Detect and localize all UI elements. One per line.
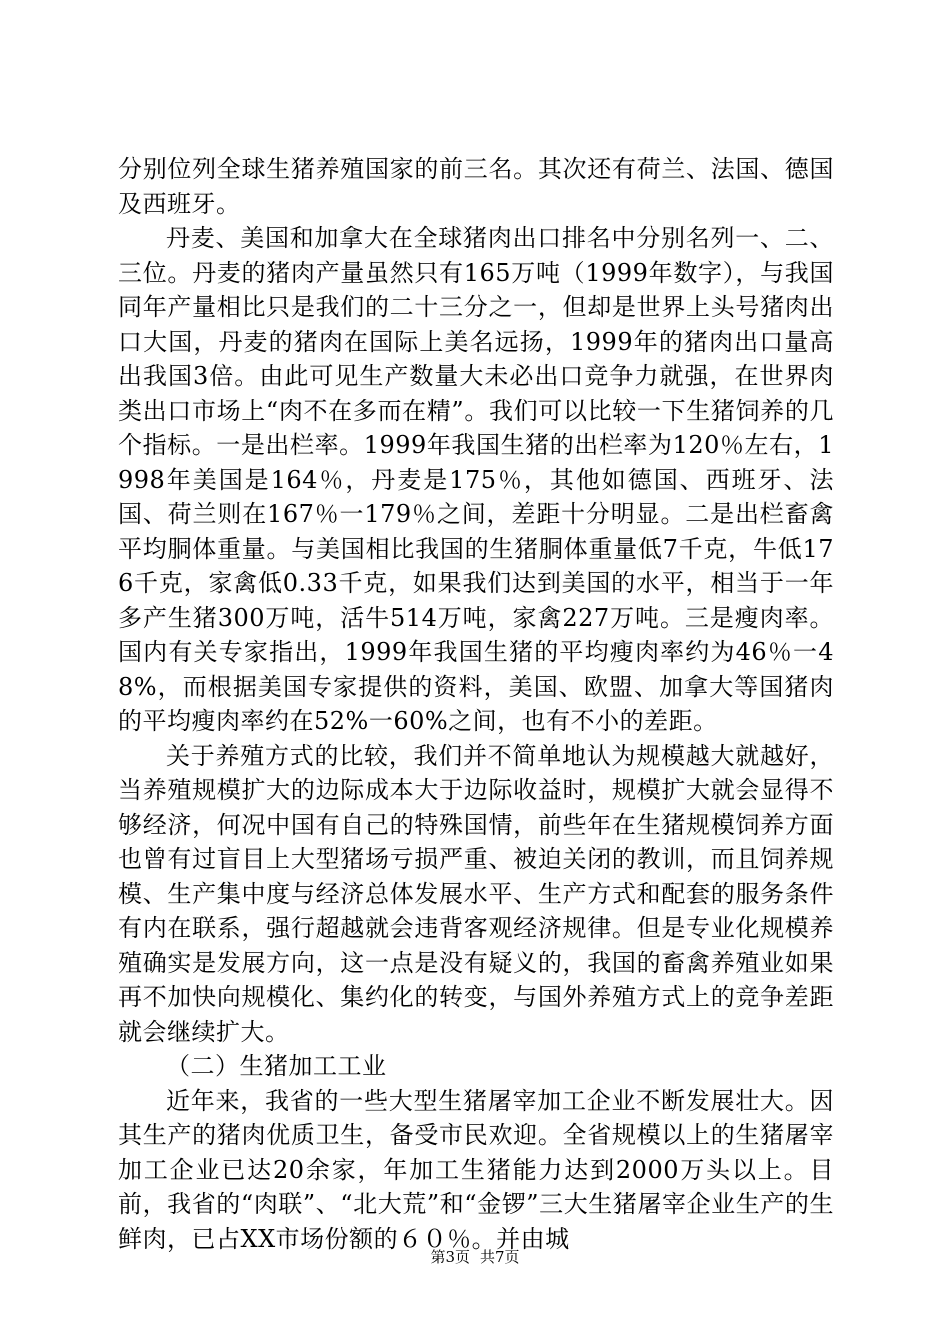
page-footer — [0, 1246, 950, 1267]
paragraph-processing: 近年来，我省的一些大型生猪屠宰加工企业不断发展壮大。因其生产的猪肉优质卫生，备受市民欢迎。全省规模以上的生猪屠宰加工企业已达20余家，年加工生猪能力达到2000万头以上。目前，我省的“肉联”、“北大荒”和“金锣”三大生猪屠宰企业生产的生鲜肉，已占XX市场份额的６０％。并由城 — [118, 1086, 834, 1253]
paragraph-farming-methods: 关于养殖方式的比较，我们并不简单地认为规模越大就越好，当养殖规模扩大的边际成本大于边际收益时，规模扩大就会显得不够经济，何况中国有自己的特殊国情，前些年在生猪规模饲养方面也曾有过盲目上大型猪场亏损严重、被迫关闭的教训，而且饲养规模、生产集中度与经济总体发展水平、生产方式和配套的服务条件有内在联系，强行超越就会违背客观经济规律。但是专业化规模养殖确实是发展方向，这一点是没有疑义的，我国的畜禽养殖业如果再不加快向规模化、集约化的转变，与国外养殖方式上的竞争差距就会继续扩大。 — [118, 741, 834, 1046]
section-heading: （二）生猪加工工业 — [166, 1052, 387, 1080]
page-total: 共7页 — [480, 1248, 520, 1266]
paragraph-continuation: 分别位列全球生猪养殖国家的前三名。其次还有荷兰、法国、德国及西班牙。 — [118, 155, 834, 218]
document-body — [118, 152, 834, 1256]
paragraph-export-ranking: 丹麦、美国和加拿大在全球猪肉出口排名中分别名列一、二、三位。丹麦的猪肉产量虽然只有165万吨（1999年数字），与我国同年产量相比只是我们的二十三分之一，但却是世界上头号猪肉出口大国，丹麦的猪肉在国际上美名远扬，1999年的猪肉出口量高出我国3倍。由此可见生产数量大未必出口竞争力就强，在世界肉类出口市场上“肉不在多而在精”。我们可以比较一下生猪饲养的几个指标。一是出栏率。1999年我国生猪的出栏率为120％左右，1998年美国是164％，丹麦是175％，其他如德国、西班牙、法国、荷兰则在167％一179％之间，差距十分明显。二是出栏畜禽平均胴体重量。与美国相比我国的生猪胴体重量低7千克，牛低176千克，家禽低0.33千克，如果我们达到美国的水平，相当于一年多产生猪300万吨，活牛514万吨，家禽227万吨。三是瘦肉率。国内有关专家指出，1999年我国生猪的平均瘦肉率约为46％一48%，而根据美国专家提供的资料，美国、欧盟、加拿大等国猪肉的平均瘦肉率约在52%一60%之间，也有不小的差距。 — [118, 224, 834, 735]
page-number: 第3页 — [430, 1248, 470, 1266]
